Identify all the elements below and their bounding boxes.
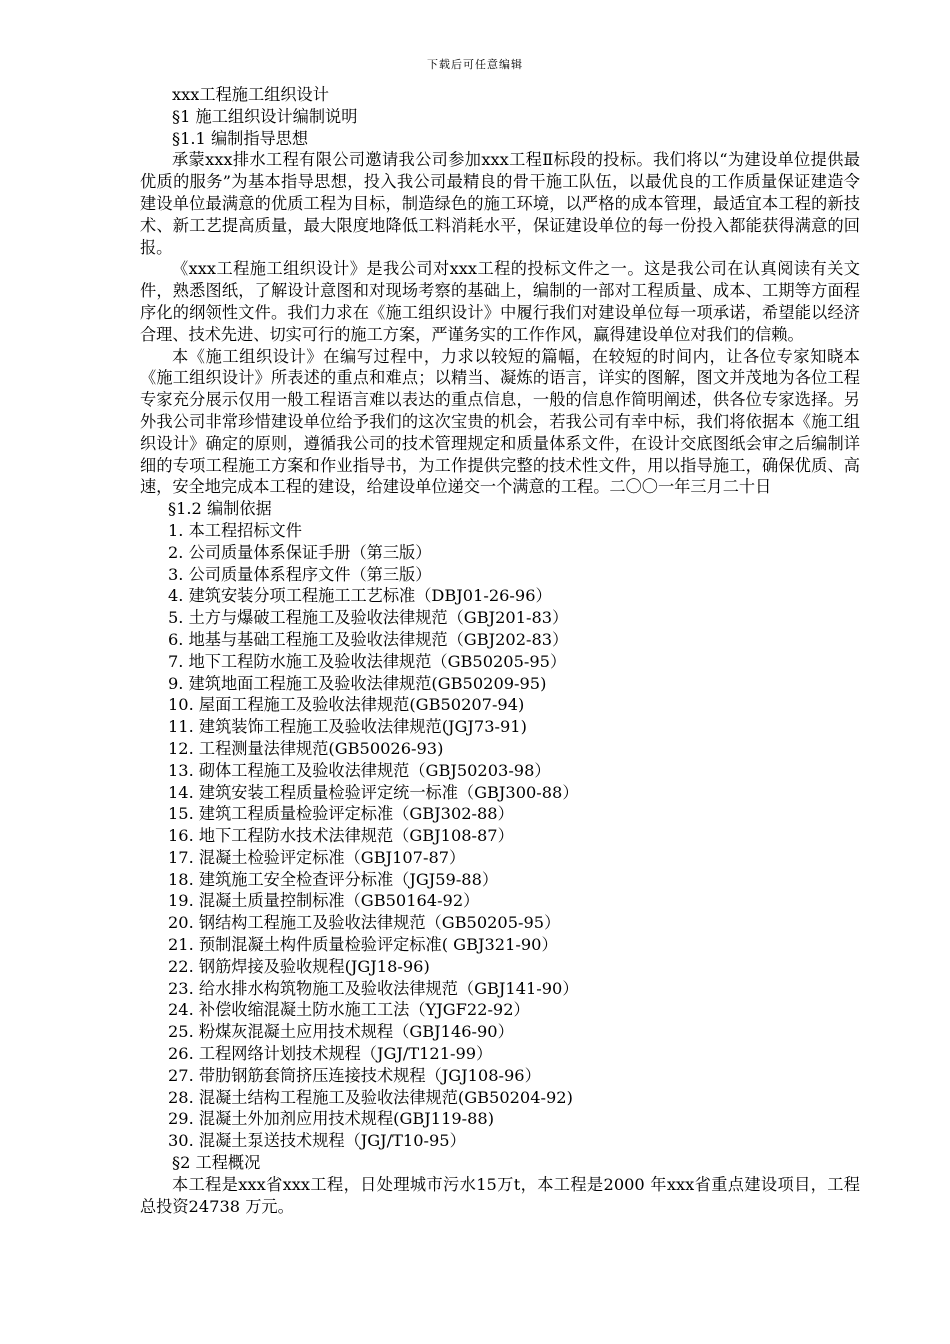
reference-item: 5. 土方与爆破工程施工及验收法律规范（GBJ201-83） bbox=[168, 608, 569, 628]
reference-item: 21. 预制混凝土构件质量检验评定标准( GBJ321-90） bbox=[168, 935, 558, 955]
reference-item: 22. 钢筋焊接及验收规程(JGJ18-96) bbox=[168, 956, 430, 976]
reference-item: 1. 本工程招标文件 bbox=[168, 520, 302, 540]
reference-item: 6. 地基与基础工程施工及验收法律规范（GBJ202-83） bbox=[168, 629, 569, 649]
document-body bbox=[140, 84, 860, 1217]
section-1-heading: §1 施工组织设计编制说明 bbox=[172, 106, 358, 126]
reference-item: 20. 钢结构工程施工及验收法律规范（GB50205-95） bbox=[168, 913, 561, 933]
reference-item: 16. 地下工程防水技术法律规范（GBJ108-87） bbox=[168, 826, 514, 846]
paragraph-guiding-idea: 承蒙xxx排水工程有限公司邀请我公司参加xxx工程Ⅱ标段的投标。我们将以“为建设单位提供最优质的服务”为基本指导思想，投入我公司最精良的骨干施工队伍，以最优良的工作质量保证建造令建设单位最满意的优质工程为目标，制造绿色的施工环境，以严格的成本管理，最适宜本工程的新技术、新工艺提高质量，最大限度地降低工料消耗水平，保证建设单位的每一份投入都能获得满意的回报。 bbox=[140, 150, 860, 257]
reference-item: 19. 混凝土质量控制标准（GB50164-92） bbox=[168, 891, 480, 911]
section-2-heading: §2 工程概况 bbox=[172, 1153, 261, 1173]
reference-list bbox=[140, 520, 860, 1152]
reference-item: 15. 建筑工程质量检验评定标准（GBJ302-88） bbox=[168, 804, 514, 824]
section-1-2-heading: §1.2 编制依据 bbox=[168, 499, 272, 519]
reference-item: 28. 混凝土结构工程施工及验收法律规范(GB50204-92) bbox=[168, 1087, 573, 1107]
reference-item: 12. 工程测量法律规范(GB50026-93) bbox=[168, 738, 444, 758]
reference-item: 30. 混凝土泵送技术规程（JGJ/T10-95） bbox=[168, 1131, 466, 1151]
reference-item: 3. 公司质量体系程序文件（第三版） bbox=[168, 564, 432, 584]
reference-item: 4. 建筑安装分项工程施工工艺标准（DBJ01-26-96） bbox=[168, 586, 552, 606]
reference-item: 10. 屋面工程施工及验收法律规范(GB50207-94) bbox=[168, 695, 525, 715]
reference-item: 7. 地下工程防水施工及验收法律规范（GB50205-95） bbox=[168, 651, 567, 671]
reference-item: 25. 粉煤灰混凝土应用技术规程（GBJ146-90） bbox=[168, 1022, 514, 1042]
reference-item: 23. 给水排水构筑物施工及验收法律规范（GBJ141-90） bbox=[168, 978, 579, 998]
reference-item: 13. 砌体工程施工及验收法律规范（GBJ50203-98） bbox=[168, 760, 551, 780]
reference-item: 9. 建筑地面工程施工及验收法律规范(GB50209-95) bbox=[168, 673, 547, 693]
paragraph-writing-principle: 本《施工组织设计》在编写过程中，力求以较短的篇幅，在较短的时间内，让各位专家知晓本《施工组织设计》所表述的重点和难点；以精当、凝炼的语言，详实的图解，图文并茂地为各位工程专家充分展示仅用一般工程语言难以表达的重点信息，一般的信息作简明阐述，供各位专家选择。另外我公司非常珍惜建设单位给予我们的这次宝贵的机会，若我公司有幸中标，我们将依据本《施工组织设计》确定的原则，遵循我公司的技术管理规定和质量体系文件，在设计交底图纸会审之后编制详细的专项工程施工方案和作业指导书，为工作提供完整的技术性文件，用以指导施工，确保优质、高速，安全地完成本工程的建设，给建设单位递交一个满意的工程。二〇〇一年三月二十日 bbox=[140, 346, 860, 497]
reference-item: 24. 补偿收缩混凝土防水施工工法（YJGF22-92） bbox=[168, 1000, 530, 1020]
document-title: xxx工程施工组织设计 bbox=[172, 85, 329, 104]
page-header: 下载后可任意编辑 bbox=[427, 58, 523, 71]
reference-item: 17. 混凝土检验评定标准（GBJ107-87） bbox=[168, 847, 466, 867]
reference-item: 18. 建筑施工安全检查评分标准（JGJ59-88） bbox=[168, 869, 499, 889]
reference-item: 27. 带肋钢筋套筒挤压连接技术规程（JGJ108-96） bbox=[168, 1065, 541, 1085]
reference-item: 26. 工程网络计划技术规程（JGJ/T121-99） bbox=[168, 1044, 493, 1064]
reference-item: 29. 混凝土外加剂应用技术规程(GBJ119-88) bbox=[168, 1109, 495, 1129]
section-1-1-heading: §1.1 编制指导思想 bbox=[172, 128, 309, 148]
reference-item: 11. 建筑装饰工程施工及验收法律规范(JGJ73-91) bbox=[168, 717, 527, 737]
reference-item: 14. 建筑安装工程质量检验评定统一标准（GBJ300-88） bbox=[168, 782, 579, 802]
reference-item: 2. 公司质量体系保证手册（第三版） bbox=[168, 542, 432, 562]
paragraph-project-overview: 本工程是xxx省xxx工程，日处理城市污水15万t，本工程是2000 年xxx省重点建设项目，工程总投资24738 万元。 bbox=[140, 1174, 860, 1216]
paragraph-document-purpose: 《xxx工程施工组织设计》是我公司对xxx工程的投标文件之一。这是我公司在认真阅读有关文件，熟悉图纸，了解设计意图和对现场考察的基础上，编制的一部对工程质量、成本、工期等方面程序化的纲领性文件。我们力求在《施工组织设计》中履行我们对建设单位每一项承诺，希望能以经济合理、技术先进、切实可行的施工方案，严谨务实的工作作风，赢得建设单位对我们的信赖。 bbox=[140, 259, 860, 344]
